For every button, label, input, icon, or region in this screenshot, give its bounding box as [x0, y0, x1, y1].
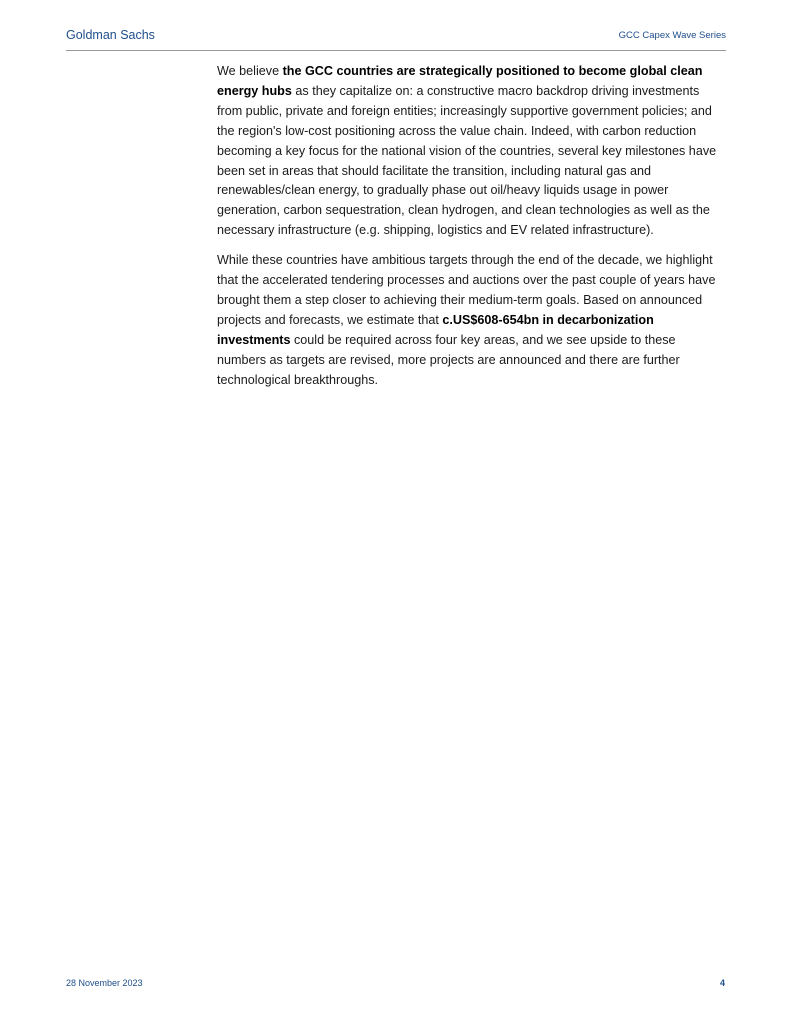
paragraph-2-intro: While these countries have ambitious targets through the end of the decade, we highlight that the accelerated tendering processes and auctions over the past couple of years have brought them a step closer to achieving their medium-term goals. Based on announced projects and forecasts, we estimate that — [217, 253, 716, 327]
body-text — [217, 62, 727, 401]
paragraph-1 — [217, 62, 727, 241]
paragraph-2-bold: c.US$608-654bn in decarbonization investments — [217, 312, 654, 347]
paragraph-2-rest: could be required across four key areas, and we see upside to these numbers as targets are revised, more projects are announced and there are further technological breakthroughs. — [217, 332, 680, 387]
paragraph-1-intro: We believe — [217, 64, 283, 78]
paragraph-2 — [217, 251, 727, 390]
brand-name: Goldman Sachs — [66, 28, 155, 42]
series-title: GCC Capex Wave Series — [618, 30, 726, 41]
page-number: 4 — [720, 978, 726, 988]
footer-date: 28 November 2023 — [66, 978, 143, 988]
page-header — [66, 28, 726, 51]
paragraph-1-bold: the GCC countries are strategically positioned to become global clean energy hubs — [217, 64, 703, 98]
paragraph-1-rest: as they capitalize on: a constructive macro backdrop driving investments from public, private and foreign entities; increasingly supportive government policies; and the region's low-cost positioning across the value chain. Indeed, with carbon reduction becoming a key focus for the national vision of the countries, several key milestones have been set in areas that should facilitate the transition, including natural gas and renewables/clean energy, to gradually phase out oil/heavy liquids usage in power generation, carbon sequestration, clean hydrogen, and clean technologies as well as the necessary infrastructure (e.g. shipping, logistics and EV related infrastructure). — [217, 83, 717, 238]
